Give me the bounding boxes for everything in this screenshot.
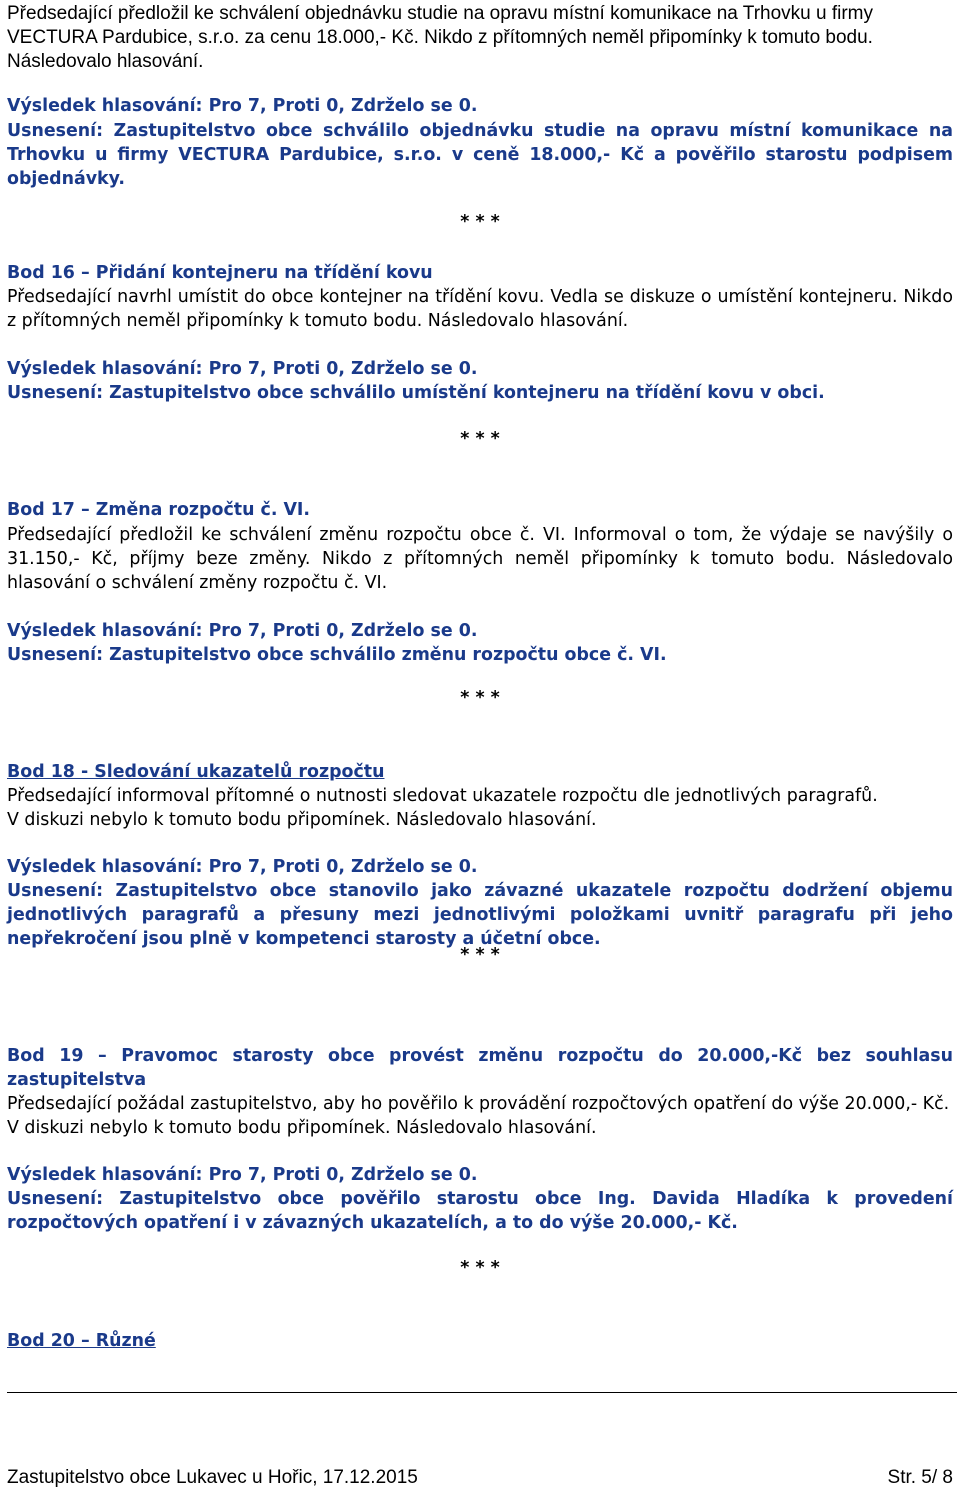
footer-organization-date: Zastupitelstvo obce Lukavec u Hořic, 17.12.2015: [7, 1467, 418, 1488]
intro-text: [7, 2, 953, 74]
page-footer: [7, 1466, 953, 1490]
vote-result: Výsledek hlasování: Pro 7, Proti 0, Zdrželo se 0.: [7, 96, 478, 116]
vote-result: Výsledek hlasování: Pro 7, Proti 0, Zdrželo se 0.: [7, 857, 478, 877]
bod19-heading: Bod 19 – Pravomoc starosty obce provést změnu rozpočtu do 20.000,-Kč bez souhlasu zastupitelstva: [7, 1046, 953, 1090]
section-separator: * * *: [460, 212, 500, 232]
bod16-text: Předsedající navrhl umístit do obce kontejner na třídění kovu. Vedla se diskuze o umístění kontejneru. Nikdo z přítomných neměl připomínky k tomuto bodu. Následovalo hlasování.: [7, 287, 953, 331]
bod18-text-line-2: V diskuzi nebylo k tomuto bodu připomínek. Následovalo hlasování.: [7, 810, 597, 830]
footer-page-number: Str. 5/ 8: [887, 1467, 953, 1488]
vote-result: Výsledek hlasování: Pro 7, Proti 0, Zdrželo se 0.: [7, 1165, 478, 1185]
bod19-text: [7, 1092, 953, 1140]
section-separator: * * *: [460, 1258, 500, 1278]
bod17-heading: Bod 17 – Změna rozpočtu č. VI.: [7, 500, 311, 520]
bod18-text-line-1: Předsedající informoval přítomné o nutnosti sledovat ukazatele rozpočtu dle jednotlivých paragrafů.: [7, 786, 878, 806]
intro-line-3: Následovalo hlasování.: [7, 51, 204, 72]
resolution: Usnesení: Zastupitelstvo obce schválilo změnu rozpočtu obce č. VI.: [7, 645, 667, 665]
intro-line-2: VECTURA Pardubice, s.r.o. za cenu 18.000,- Kč. Nikdo z přítomných neměl připomínky k tomuto bodu.: [7, 27, 873, 48]
vote-result: Výsledek hlasování: Pro 7, Proti 0, Zdrželo se 0.: [7, 621, 478, 641]
resolution: Usnesení: Zastupitelstvo obce schválilo umístění kontejneru na třídění kovu v obci.: [7, 383, 825, 403]
resolution: Usnesení: Zastupitelstvo obce pověřilo starostu obce Ing. Davida Hladíka k provedení rozpočtových opatření i v závazných ukazatelích, a to do výše 20.000,- Kč.: [7, 1189, 953, 1233]
section-separator: * * *: [460, 945, 500, 965]
section-separator: * * *: [460, 429, 500, 449]
bod20-heading: Bod 20 – Různé: [7, 1331, 156, 1351]
bod19-text-line-2: V diskuzi nebylo k tomuto bodu připomínek. Následovalo hlasování.: [7, 1118, 597, 1138]
bod18-text: [7, 784, 953, 832]
bod17-text: Předsedající předložil ke schválení změnu rozpočtu obce č. VI. Informoval o tom, že výdaje se navýšily o 31.150,- Kč, příjmy beze změny. Nikdo z přítomných neměl připomínky k tomuto bodu. Následovalo hlasování o schválení změny rozpočtu č. VI.: [7, 525, 953, 593]
vote-result: Výsledek hlasování: Pro 7, Proti 0, Zdrželo se 0.: [7, 359, 478, 379]
bod19-text-line-1: Předsedající požádal zastupitelstvo, aby ho pověřilo k provádění rozpočtových opatření do výše 20.000,- Kč.: [7, 1094, 950, 1114]
intro-line-1: Předsedající předložil ke schválení objednávku studie na opravu místní komunikace na Trhovku u firmy: [7, 3, 874, 24]
resolution: Usnesení: Zastupitelstvo obce stanovilo jako závazné ukazatele rozpočtu dodržení objemu jednotlivých paragrafů a přesuny mezi jednotlivými položkami uvnitř paragrafu při jeho nepřekročení jsou plně v kompetenci starosty a účetní obce.: [7, 881, 953, 949]
section-separator: * * *: [460, 688, 500, 708]
resolution: Usnesení: Zastupitelstvo obce schválilo objednávku studie na opravu místní komunikace na Trhovku u firmy VECTURA Pardubice, s.r.o. v ceně 18.000,- Kč a pověřilo starostu podpisem objednávky.: [7, 121, 953, 189]
bod18-heading: Bod 18 - Sledování ukazatelů rozpočtu: [7, 762, 385, 782]
bod16-heading: Bod 16 – Přidání kontejneru na třídění kovu: [7, 263, 433, 283]
footer-divider: [7, 1392, 957, 1393]
